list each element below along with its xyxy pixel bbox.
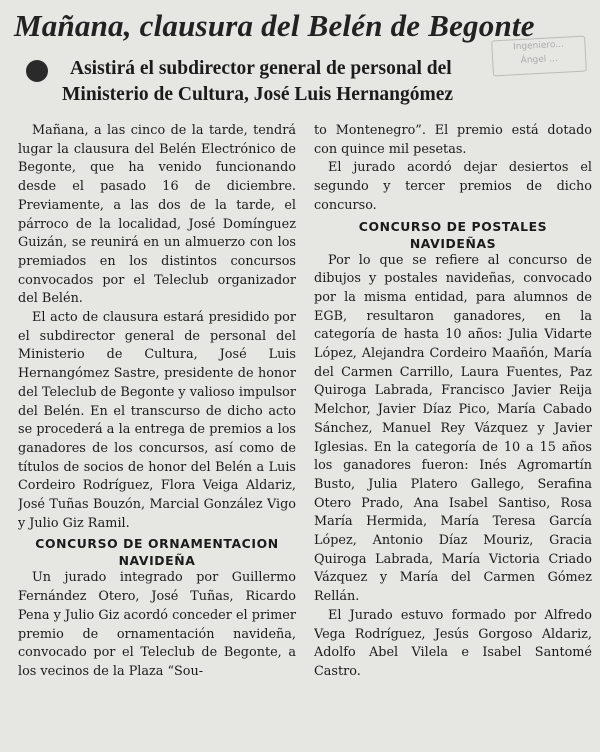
- paragraph: Un jurado integrado por Guillermo Fernández Otero, José Tuñas, Ricardo Pena y Julio Giz acordó conceder el primer premio de ornamentación navideña, convocado por el Teleclub de Begonte, a los vecinos de la Plaza “Sou-: [18, 570, 296, 679]
- paragraph: Por lo que se refiere al concurso de dibujos y postales navideñas, convocado por la misma entidad, para alumnos de EGB, resultaron ganadores, en la categoría de hasta 10 años: Julia Vidarte López, Alejandra Cordeiro Maañón, María del Carmen Carrillo, Laura Fuentes, Paz Quiroga Labrada, Francisco Javier Reija Melchor, Javier Díaz Pico, María Cabado Sánchez, Manuel Rey Vázquez y Javier Iglesias. En la categoría de 10 a 15 años los ganadores fueron: Inés Agromartín Busto, Julia Platero Gallego, Serafina Otero Prado, Ana Isabel Santiso, Rosa María Hermida, María Teresa García López, Antonio Díaz Mouriz, Gracia Quiroga Labrada, María Victoria Criado Vázquez y María del Carmen Gómez Rellán.: [314, 252, 592, 605]
- stamp-line-1: Ingeniero...: [512, 39, 565, 53]
- subheadline-line-2: Ministerio de Cultura, José Luis Hernangómez: [62, 84, 454, 105]
- column-left: [18, 122, 296, 748]
- subheadline-block: [14, 56, 592, 108]
- paragraph: El acto de clausura estará presidido por el subdirector general de personal del Ministerio de Cultura, José Luis Hernangómez Sastre, presidente de honor del Teleclub de Begonte y valioso impulsor del Belén. En el transcurso de dicho acto se procederá a la entrega de premios a los ganadores de los concursos, así como de títulos de socios de honor del Belén a Luis Cordeiro Rodríguez, Flora Veiga Aldariz, José Tuñas Bouzón, Marcial González Vigo y Julio Giz Ramil.: [18, 310, 296, 531]
- stamp-line-2: Ángel ...: [520, 54, 558, 66]
- section-heading-ornamentacion: CONCURSO DE ORNAMENTACION NAVIDEÑA: [35, 536, 279, 569]
- paragraph: Mañana, a las cinco de la tarde, tendrá lugar la clausura del Belén Electrónico de Begonte, que ha venido funcionando desde el pasado 16 de diciembre. Previamente, a las dos de la tarde, el párroco de la localidad, José Domínguez Guizán, se reunirá en un almuerzo con los premiados en los distintos concursos convocados por el Teleclub organizador del Belén.: [18, 123, 296, 307]
- headline: Mañana, clausura del Belén de Begonte: [14, 8, 535, 43]
- bullet-dot-icon: [26, 60, 48, 82]
- paragraph: El jurado acordó dejar desiertos el segundo y tercer premios de dicho concurso.: [314, 160, 592, 213]
- paragraph: El Jurado estuvo formado por Alfredo Vega Rodríguez, Jesús Gorgoso Aldariz, Adolfo Abel Vilela e Isabel Santomé Castro.: [314, 607, 592, 679]
- article-columns: [18, 122, 592, 748]
- section-heading-postales: CONCURSO DE POSTALES NAVIDEÑAS: [358, 218, 548, 251]
- paragraph-continued: to Montenegro”. El premio está dotado con quince mil pesetas.: [314, 123, 592, 157]
- subheadline-line-1: Asistirá el subdirector general de personal del: [70, 58, 452, 79]
- column-right: [314, 122, 592, 748]
